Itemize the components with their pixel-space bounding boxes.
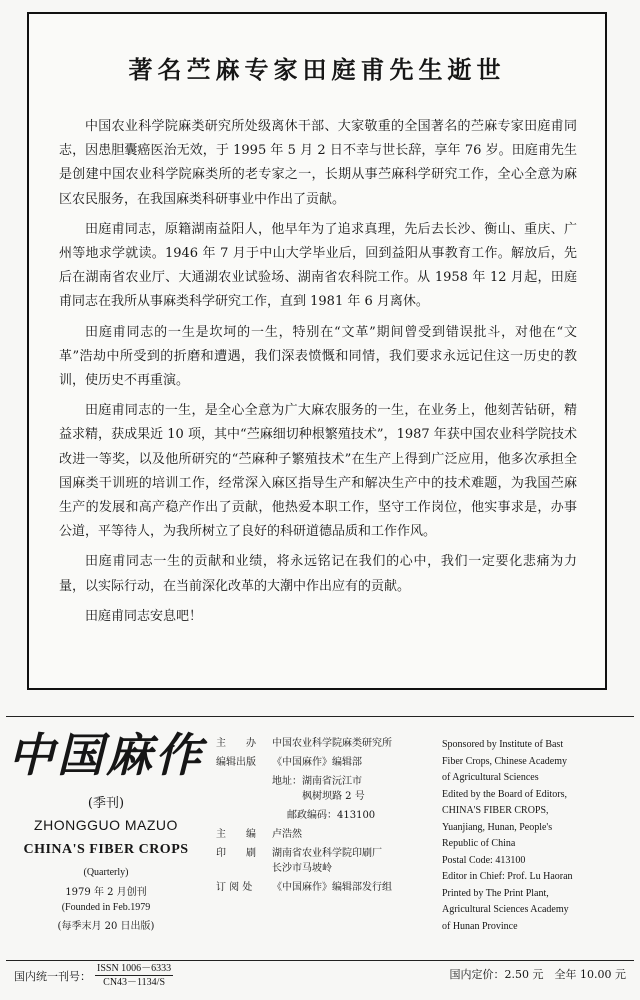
info-row [216,774,434,804]
info-en-line: Editor in Chief: Prof. Lu Haoran [442,871,573,882]
chief-value: 卢浩然 [272,829,302,840]
issn-block [95,962,173,989]
printer-line-1: 湖南省农业科学院印刷厂 [272,848,382,859]
obituary-box [27,12,607,690]
paragraph: 田庭甫同志一生的贡献和业绩，将永远铭记在我们的心中，我们一定要化悲痛为力量，以实际行动，在当前深化改革的大潮中作出应有的贡献。 [59,554,577,594]
info-en-line: Republic of China [442,838,516,849]
info-row [216,880,434,895]
info-en-line: Printed by The Print Plant, [442,887,549,899]
chief-label: 主 编 [216,829,256,840]
paragraph: 田庭甫同志安息吧！ [85,608,203,624]
order-label: 订 阅 处 [216,882,253,893]
serial-number [14,962,173,989]
order-value: 《中国麻作》编辑部发行组 [272,882,392,893]
info-en-line: Postal Code: 413100 [442,854,526,866]
section-divider [6,716,634,717]
address-line-1: 湖南省沅江市 [302,776,362,787]
journal-title-en: CHINA'S FIBER CROPS [23,842,189,857]
info-en-line: Sponsored by Institute of Bast [442,739,564,750]
footer-divider [6,960,634,961]
info-row [216,827,434,842]
domestic-label: 国内统一刊号： [14,969,91,983]
frequency-cn: (季刊) [87,796,125,811]
paragraph: 田庭甫同志的一生是坎坷的一生，特别在“文革”期间曾受到错误批斗，对他在“文革”浩劫中所受到的折磨和遭遇，我们深表愤慨和同情，我们要求永远记住这一历史的教训，使历史不再重演。 [59,324,577,389]
founded-en: (Founded in Feb.1979 [61,902,151,913]
publication-info-cn [216,736,434,899]
address-line-2: 枫树坝路 2 号 [302,791,365,802]
printer-label: 印 刷 [216,848,256,859]
editor-label: 编辑出版 [216,757,256,768]
journal-pinyin: ZHONGGUO MAZUO [34,817,178,833]
publication-info-en [442,737,634,935]
cn-number: CN43－1134/S [103,977,166,988]
editor-value: 《中国麻作》编辑部 [272,757,362,768]
footer [14,962,626,996]
publish-schedule: (每季末月 20 日出版) [57,921,155,932]
issn: ISSN 1006－6333 [97,963,172,974]
sponsor-label: 主 办 [216,738,256,749]
info-en-line: Yuanjiang, Hunan, People's [442,821,553,833]
sponsor-value: 中国农业科学院麻类研究所 [272,738,392,749]
obituary-body [29,115,605,629]
info-row [216,736,434,751]
paragraph: 中国农业科学院麻类研究所处级离休干部、大家敬重的全国著名的苎麻专家田庭甫同志，因患胆囊癌医治无效，于 1995 年 5 月 2 日不幸与世长辞，享年 76 岁。田庭甫先生是创建中国农业科学院麻类所的老专家之一，长期从事苎麻科学研究工作，全心全意为麻区农民服务，在我国麻类科研事业中作出了贡献。 [59,119,577,207]
info-en-line: Agricultural Sciences Academy [442,904,569,915]
info-en-line: CHINA'S FIBER CROPS, [442,805,549,816]
printer-line-2: 长沙市马坡岭 [272,863,332,874]
masthead [6,726,206,932]
info-row [216,808,434,823]
info-en-line: of Agricultural Sciences [442,772,539,783]
price: 国内定价：2.50 元 全年 10.00 元 [449,968,626,981]
info-en-line: Fiber Crops, Chinese Academy [442,755,567,767]
paragraph: 田庭甫同志，原籍湖南益阳人，他早年为了追求真理，先后去长沙、衡山、重庆、广州等地求学就读。1946 年 7 月于中山大学毕业后，回到益阳从事教育工作。解放后，先后在湖南省农业厅、大通湖农业试验场、湖南省农科院工作。从 1958 年 12 月起，田庭甫同志在我所从事麻类科学研究工作，直到 1981 年 6 月离休。 [59,221,577,310]
obituary-title: 著名苎麻专家田庭甫先生逝世 [128,55,506,84]
info-en-line: Edited by the Board of Editors, [442,788,567,800]
info-en-line: of Hunan Province [442,920,518,932]
info-row [216,846,434,876]
journal-title-cn: 中国麻作 [8,728,204,782]
info-row [216,755,434,770]
postal-code: 邮政编码：413100 [287,810,376,821]
founded-cn: 1979 年 2 月创刊 [65,887,147,898]
paragraph: 田庭甫同志的一生，是全心全意为广大麻农服务的一生，在业务上，他刻苦钻研，精益求精，获成果近 10 项，其中“苎麻细切种根繁殖技术”，1987 年获中国农业科学院技术改进一等奖，以及他所研究的“苎麻种子繁殖技术”在生产上得到广泛应用，他多次承担全国麻类干训班的培训工作，经常深入麻区指导生产和解决生产中的技术难题，为我国苎麻生产的发展和高产稳产作出了贡献，他热爱本职工作，坚守工作岗位，他实事求是，办事公道，平等待人，为我所树立了良好的科研道德品质和工作作风。 [59,403,577,540]
address-label: 地址： [272,776,302,787]
frequency-en: (Quarterly) [83,867,129,878]
